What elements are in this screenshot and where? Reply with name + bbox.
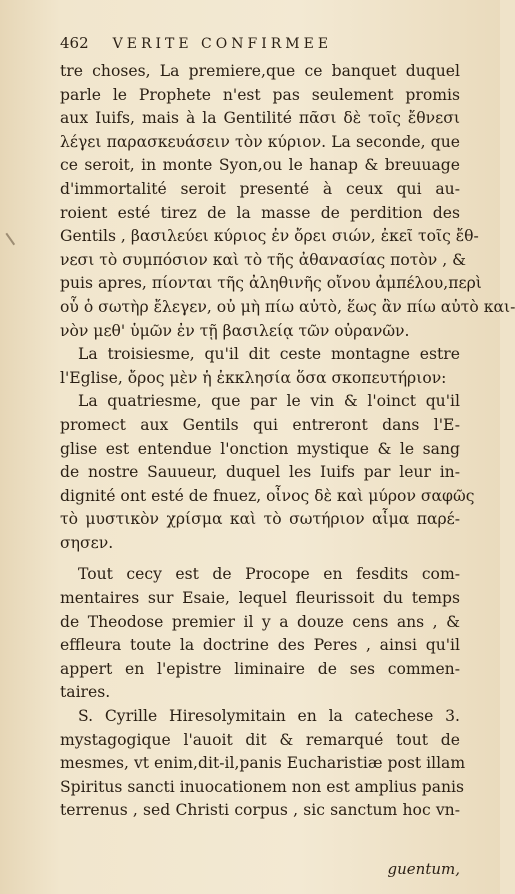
text-line: ce seroit, in monte Syon,ou le hanap & breuuage: [60, 156, 460, 175]
text-line: νὸν μεθ' ὑμῶν ἐν τῇ βασιλείᾳ τῶν οὐρανῶν.: [60, 321, 410, 340]
text-line: roient esté tirez de la masse de perdition des: [60, 203, 460, 222]
text-line: promect aux Gentils qui entreront dans l'E-: [60, 415, 460, 434]
text-line: La quatriesme, que par le vin & l'oinct qu'il: [78, 392, 460, 411]
page-number: 462: [60, 34, 89, 52]
text-line: dignité ont esté de fnuez, οἶνος δὲ καὶ μύρον σαφῶς: [60, 486, 475, 505]
text-line: de Theodose premier il y a douze cens ans , &: [60, 612, 460, 631]
text-line: mystagogique l'auoit dit & remarqué tout de: [60, 730, 460, 749]
text-line: terrenus , sed Christi corpus , sic sanctum hoc vn-: [60, 801, 460, 820]
catchword: guentum,: [387, 860, 460, 878]
text-line: τὸ μυστικὸν χρίσμα καὶ τὸ σωτήριον αἷμα παρέ-: [60, 510, 460, 529]
text-line: νεσι τὸ συμπόσιον καὶ τὸ τῆς ἀθανασίας ποτὸν , &: [60, 250, 467, 269]
text-line: puis apres, πίονται τῆς ἀληθινῆς οἴνου ἀμπέλου,περὶ: [60, 274, 482, 293]
text-line: S. Cyrille Hiresolymitain en la catechese 3.: [78, 707, 460, 726]
text-line: taires.: [60, 683, 111, 702]
text-line: tre choses, La premiere,que ce banquet duquel: [60, 62, 460, 80]
running-title: VERITE CONFIRMEE: [112, 36, 333, 52]
text-line: Gentils , βασιλεύει κύριος ἐν ὄρει σιών, ἐκεῖ τοῖς ἔθ-: [60, 227, 479, 246]
text-line: οὗ ὁ σωτὴρ ἔλεγεν, οὐ μὴ πίω αὐτὸ, ἕως ἂν πίω αὐτὸ και-: [60, 297, 515, 316]
text-line: de nostre Sauueur, duquel les Iuifs par leur in-: [60, 463, 460, 482]
text-line: l'Eglise, ὄρος μὲν ἡ ἐκκλησία ὅσα σκοπευτήριον:: [60, 368, 447, 387]
margin-mark: [5, 225, 26, 246]
page-body: [60, 60, 515, 823]
text-line: mentaires sur Esaie, lequel fleurissoit du temps: [60, 589, 460, 608]
text-line: aux Iuifs, mais à la Gentilité πᾶσι δὲ τοῖς ἔθνεσι: [60, 109, 460, 128]
text-line: effleura toute la doctrine des Peres , ainsi qu'il: [60, 636, 460, 655]
text-line: appert en l'epistre liminaire de ses commen-: [60, 659, 460, 678]
text-line: σησεν.: [60, 533, 114, 552]
text-line: parle le Prophete n'est pas seulement promis: [60, 85, 460, 104]
text-line: Spiritus sancti inuocationem non est amplius panis: [60, 777, 465, 796]
text-line: La troisiesme, qu'il dit ceste montagne estre: [78, 345, 460, 364]
text-line: d'immortalité seroit presenté à ceux qui au-: [60, 179, 460, 198]
text-line: mesmes, vt enim,dit-il,panis Eucharistiæ post illam: [60, 754, 466, 773]
text-line: glise est entendue l'onction mystique & le sang: [60, 439, 460, 458]
text-line: λέγει παρασκευάσειν τὸν κύριον. La seconde, que: [60, 132, 460, 151]
text-line: Tout cecy est de Procope en fesdits com-: [78, 565, 460, 584]
page-header: [60, 34, 476, 52]
